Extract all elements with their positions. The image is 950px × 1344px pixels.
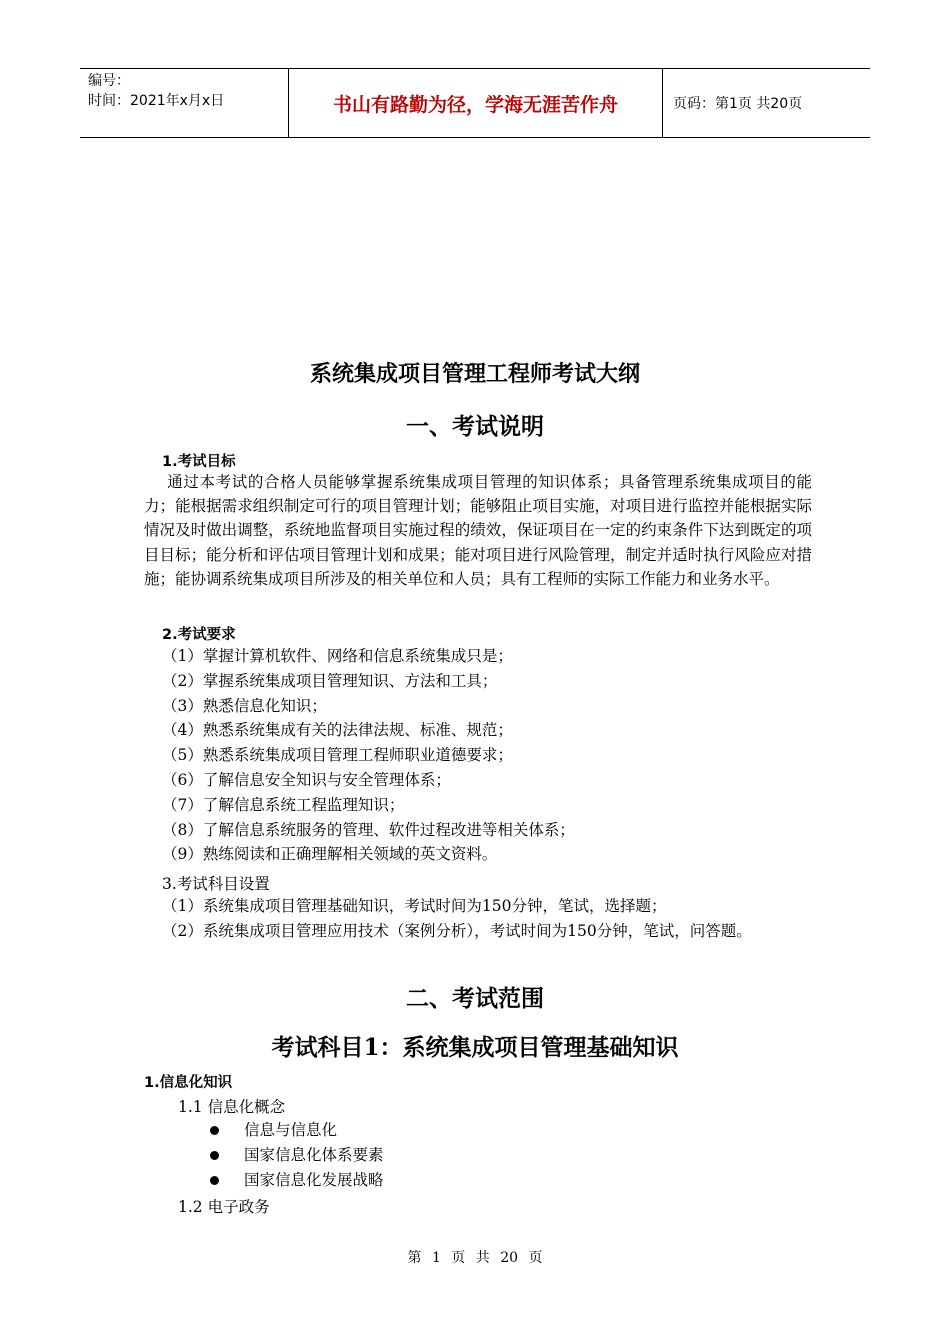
list-item: （9）熟练阅读和正确理解相关领域的英文资料。 <box>162 845 498 864</box>
list-item: （8）了解信息系统服务的管理、软件过程改进等相关体系； <box>162 820 575 839</box>
requirements-heading: 2.考试要求 <box>162 627 236 643</box>
subjects-list <box>162 894 752 944</box>
list-item: （7）了解信息系统工程监理知识； <box>162 795 405 814</box>
info-heading: 1.信息化知识 <box>144 1075 233 1091</box>
list-item: （6）了解信息安全知识与安全管理体系； <box>162 770 451 789</box>
section2-heading: 二、考试范围 <box>406 986 544 1012</box>
goal-paragraph: 通过本考试的合格人员能够掌握系统集成项目管理的知识体系；具备管理系统集成项目的能力；能根据需求组织制定可行的项目管理计划；能够阻止项目实施，对项目进行监控并能根据实际情况及时做出调整，系统地监督项目实施过程的绩效，保证项目在一定的约束条件下达到既定的项目目标；能分析和评估项目管理计划和成果；能对项目进行风险管理，制定并适时执行风险应对措施；能协调系统集成项目所涉及的相关单位和人员；具有工程师的实际工作能力和业务水平。 <box>144 473 812 588</box>
info-subheading-2: 1.2 电子政务 <box>178 1198 270 1216</box>
header-left-cell <box>80 69 288 137</box>
page-header-table <box>80 68 870 138</box>
bullet-text: 国家信息化体系要素 <box>244 1146 384 1164</box>
bullet-text: 信息与信息化 <box>244 1121 338 1139</box>
list-item: （1）系统集成项目管理基础知识，考试时间为150分钟，笔试，选择题； <box>162 897 667 915</box>
header-page-info: 页码：第1页 共20页 <box>673 96 803 112</box>
bullet-icon <box>210 1176 219 1185</box>
info-subheading-1: 1.1 信息化概念 <box>178 1098 286 1116</box>
header-motto: 书山有路勤为径，学海无涯苦作舟 <box>288 69 663 137</box>
goal-heading: 1.考试目标 <box>162 454 236 470</box>
list-item <box>210 1168 384 1193</box>
subjects-heading: 3.考试科目设置 <box>162 875 270 893</box>
info-bullet-list <box>210 1118 384 1193</box>
list-item: （2）系统集成项目管理应用技术（案例分析），考试时间为150分钟，笔试，问答题。 <box>162 921 752 940</box>
document-title: 系统集成项目管理工程师考试大纲 <box>309 362 640 387</box>
list-item: （4）熟悉系统集成有关的法律法规、标准、规范； <box>162 721 513 740</box>
subject1-heading: 考试科目1：系统集成项目管理基础知识 <box>271 1034 679 1061</box>
bullet-icon <box>210 1151 219 1160</box>
list-item: （5）熟悉系统集成项目管理工程师职业道德要求； <box>162 746 513 765</box>
page-footer: 第 1 页 共 20 页 <box>407 1250 543 1266</box>
bullet-icon <box>210 1126 219 1135</box>
list-item: （2）掌握系统集成项目管理知识、方法和工具； <box>162 671 498 690</box>
document-number-label: 编号： <box>88 73 130 89</box>
document-date: 时间：2021年x月x日 <box>88 93 225 109</box>
list-item: （1）掌握计算机软件、网络和信息系统集成只是； <box>162 647 513 665</box>
list-item <box>210 1118 384 1143</box>
list-item <box>210 1143 384 1168</box>
requirements-list <box>162 644 575 867</box>
section1-heading: 一、考试说明 <box>406 414 544 440</box>
list-item: （3）熟悉信息化知识； <box>162 696 327 715</box>
bullet-text: 国家信息化发展战略 <box>244 1171 384 1189</box>
